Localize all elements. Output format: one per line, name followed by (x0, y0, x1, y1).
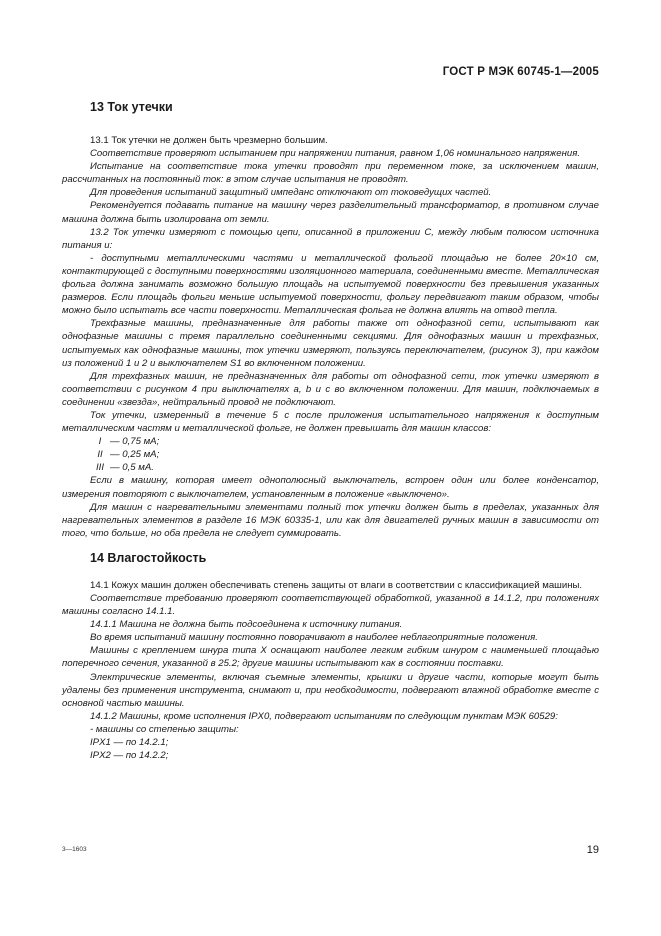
ipx-item: IPX2 — по 14.2.2; (90, 750, 169, 762)
page-number: 19 (586, 844, 599, 856)
class-limit-item: II — 0,25 мА; (97, 449, 160, 461)
paragraph: 14.1 Кожух машин должен обеспечивать степень защиты от влаги в соответствии с классификацией машины. (90, 579, 583, 591)
paragraph: 14.1.2 Машины, кроме исполнения IPX0, подвергают испытаниям по следующим пунктам МЭК 60529: (90, 710, 558, 722)
paragraph: Трехфазные машины, предназначенные для работы также от однофазной сети, испытывают как однофазные машины с тремя параллельно соединенными секциями. Для однофазных машин и трехфазных, испытуемых как однофазные машины, ток утечки измеряют, пользуясь переключателем, (рисунок 3), при каждом из положений 1 и 2 и выключателем S1 во включенном положении. (62, 318, 599, 369)
class-limit-item: III — 0,5 мА. (96, 462, 154, 474)
print-code: 3—1603 (62, 846, 87, 853)
paragraph: 13.2 Ток утечки измеряют с помощью цепи, описанной в приложении С, между любым полюсом источника питания и: (62, 226, 599, 251)
class-limit-item: I — 0,75 мА; (98, 436, 160, 448)
standard-header: ГОСТ Р МЭК 60745-1—2005 (442, 66, 599, 78)
paragraph: Для проведения испытаний защитный импеданс отключают от токоведущих частей. (90, 187, 492, 199)
paragraph: Машины с креплением шнура типа X оснащают наиболее легким гибким шнуром с наименьшей площадью поперечного сечения, указанной в 25.2; другие машины испытывают как в состоянии поставки. (62, 645, 599, 670)
paragraph: Для машин с нагревательными элементами полный ток утечки должен быть в пределах, указанных для нагревательных элементов в разделе 16 МЭК 60335-1, или как для двигателей ручных машин в зависимости от того, что больше, но оба предела не следует суммировать. (62, 501, 599, 539)
paragraph: 14.1.1 Машина не должна быть подсоединена к источнику питания. (90, 619, 403, 631)
paragraph: Соответствие проверяют испытанием при напряжении питания, равном 1,06 номинального напряжения. (90, 148, 581, 160)
paragraph: - машины со степенью защиты: (90, 723, 239, 735)
paragraph: Испытание на соответствие тока утечки проводят при переменном токе, за исключением машин, рассчитанных на постоянный ток: в этом случае испытания не проводят. (62, 161, 599, 186)
paragraph: Если в машину, которая имеет однополюсный выключатель, встроен один или более конденсатор, измерения повторяют с выключателем, установленным в положение «выключено». (62, 475, 599, 500)
paragraph: Ток утечки, измеренный в течение 5 с после приложения испытательного напряжения к доступным металлическим частям и металлической фольге, не должен превышать для машин классов: (62, 409, 599, 435)
paragraph: Во время испытаний машину постоянно поворачивают в наиболее неблагоприятные положения. (90, 632, 538, 644)
section-13-title: 13 Ток утечки (90, 100, 173, 114)
ipx-item: IPX1 — по 14.2.1; (90, 737, 169, 749)
page-content (62, 100, 599, 762)
section-14-title: 14 Влагостойкость (90, 550, 207, 565)
paragraph: Рекомендуется подавать питание на машину через разделительный трансформатор, в противном случае машина должна быть изолирована от земли. (62, 200, 599, 225)
paragraph: 13.1 Ток утечки не должен быть чрезмерно большим. (90, 135, 328, 146)
paragraph: - доступными металлическими частями и металлической фольгой площадью не более 20×10 см, контактирующей с доступными поверхностями изоляционного материала, соединенными вместе. Металлическая фольга должна занимать возможно большую площадь на испытуемой поверхности без превышения указанных размеров. Если площадь фольги меньше испытуемой поверхности, фольгу передвигают таким образом, чтобы можно было испытать все части поверхности. Металлическая фольга не должна влиять на отвод тепла. (62, 252, 599, 317)
paragraph: Для трехфазных машин, не предназначенных для работы от однофазной сети, ток утечки измеряют в соответствии с рисунком 4 при выключателях a, b и c во включенном положении. Для машин, подключаемых в соединении «звезда», нейтральный провод не подключают. (62, 370, 599, 408)
paragraph: Электрические элементы, включая съемные элементы, крышки и другие части, которые могут быть удалены без применения инструмента, снимают и, при необходимости, подвергают влажной обработке вместе с основной частью машины. (62, 671, 599, 709)
paragraph: Соответствие требованию проверяют соответствующей обработкой, указанной в 14.1.2, при положениях машины согласно 14.1.1. (62, 593, 599, 618)
